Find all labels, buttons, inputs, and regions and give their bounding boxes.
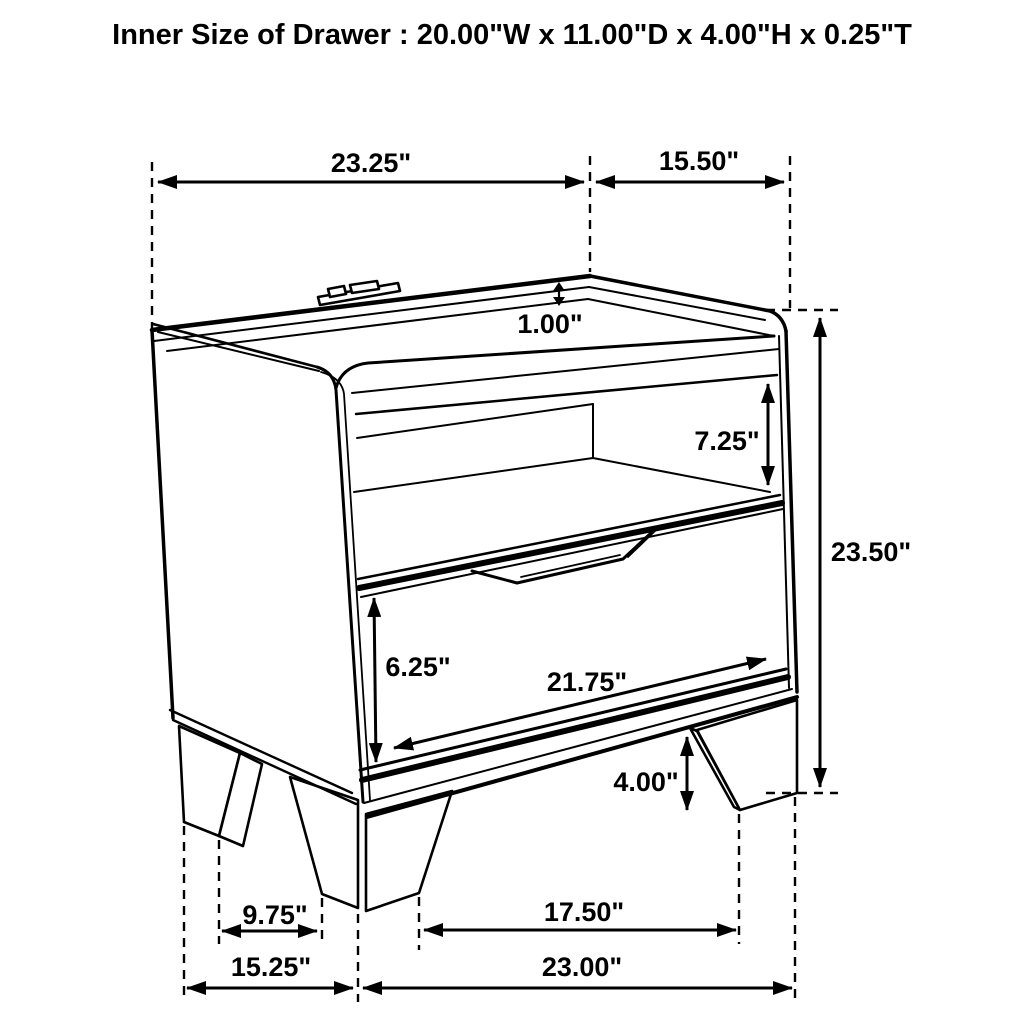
page-title: Inner Size of Drawer : 20.00"W x 11.00"D x 4.00"H x 0.25"T <box>112 19 912 51</box>
label-base-side-depth: 15.25" <box>230 952 312 982</box>
front-left-leg-side-face <box>290 777 358 908</box>
shelf-front-shadow-band <box>359 503 782 588</box>
top-assembly <box>152 276 786 393</box>
label-overall-height: 23.50" <box>830 537 912 567</box>
drawer-handle-lip-edge <box>521 555 620 577</box>
label-top-rim-height: 1.00" <box>517 309 583 339</box>
dim-line-rim-arrowhead-up <box>553 282 565 291</box>
label-base-front-width: 23.00" <box>541 952 623 982</box>
nightstand-drawing <box>152 276 797 911</box>
label-side-leg-gap: 9.75" <box>242 900 308 930</box>
label-drawer-front-height: 6.25" <box>385 652 451 682</box>
label-front-leg-span: 17.50" <box>543 897 625 927</box>
shelf-interior-back-top-edge <box>357 404 593 438</box>
top-right-rim-outer-edge <box>590 276 786 331</box>
shelf-interior-floor-right-edge <box>593 458 770 492</box>
top-left-rim-band-edge <box>158 332 319 371</box>
drawer-top-edge <box>361 509 783 597</box>
left-back-vertical-edge <box>152 330 173 718</box>
label-shelf-opening-height: 7.25" <box>694 426 760 456</box>
label-leg-height: 4.00" <box>613 767 679 797</box>
shelf-interior-floor-back-edge <box>354 458 593 492</box>
legs <box>179 700 797 911</box>
dim-line-drawer-front-height <box>374 598 376 762</box>
power-strip-plug-left <box>328 286 346 297</box>
front-left-leg-front-face <box>366 791 452 911</box>
top-front-rim-lower-edge <box>352 349 779 393</box>
label-drawer-front-width: 21.75" <box>546 667 628 697</box>
label-top-depth: 15.50" <box>658 146 740 176</box>
extension-lines <box>152 156 838 1002</box>
label-top-width: 23.25" <box>330 148 412 178</box>
